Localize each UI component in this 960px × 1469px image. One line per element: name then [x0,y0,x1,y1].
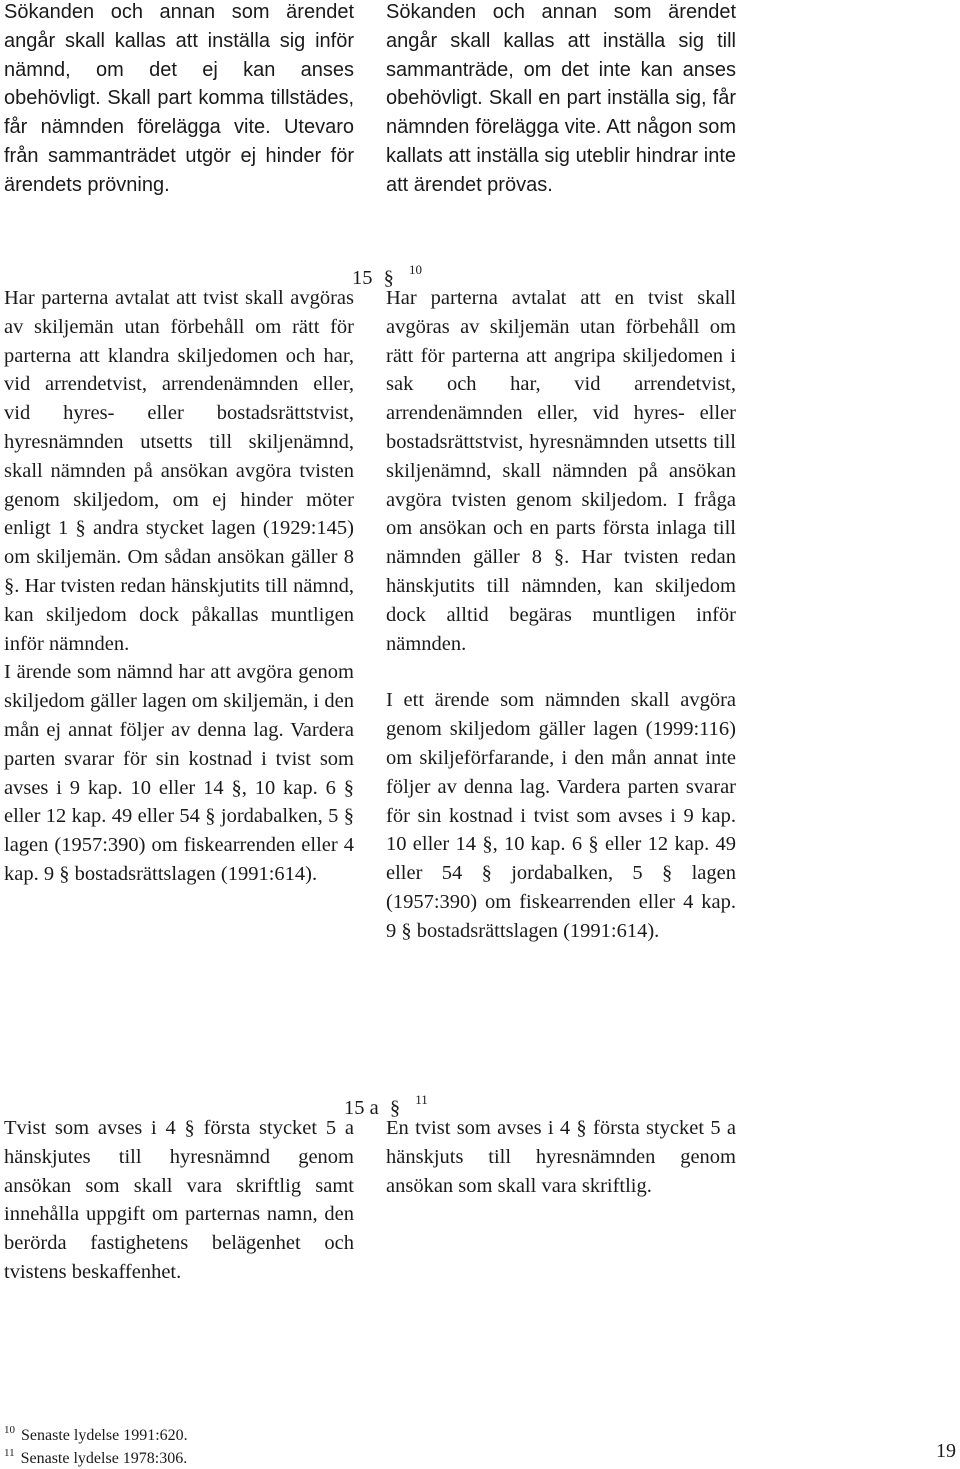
section-15-new-p2: I ett ärende som nämnden skall avgöra genom skiljedom gäller lagen (1999:116) om skiljeförfarande, i den mån annat inte följer av denna lag. Vardera parten svarar för sin kostnad i tvist som avses i 9 kap. 10 eller 14 §, 10 kap. 6 § eller 12 kap. 49 eller 54 § jordabalken, 5 § lagen (1957:390) om fiskearrenden eller 4 kap. 9 § bostadsrättslagen (1991:614). [386,689,736,942]
section-15a-new-text [386,1114,736,1200]
section-sign: § [383,267,394,289]
paragraph-old-summons [4,0,354,200]
section-15-new-p1: Har parterna avtalat att en tvist skall avgöras av skiljemän utan förbehåll om rätt för parterna att angripa skiljedomen i sak och har, vid arrendetvist, arrendenämnden eller, vid hyres- eller bostadsrättstvist, hyresnämnden utsetts till skiljenämnd, skall nämnden på ansökan avgöra tvisten genom skiljedom. I fråga om ansökan och en parts första inlaga till nämnden gäller 8 §. Har tvisten redan hänskjutits till nämnden, kan skiljedom dock alltid begäras muntligen inför nämnden. [386,287,736,655]
section-number: 15 a [344,1097,379,1119]
footnote-number: 10 [4,1424,15,1436]
page-number: 19 [936,1440,956,1462]
section-sign: § [389,1097,401,1119]
footnote-text: Senaste lydelse 1991:620. [21,1427,188,1444]
old-summons-text: Sökanden och annan som ärendet angår skall kallas att inställa sig inför nämnd, om det ej kan anses obehövligt. Skall part komma tillstädes, får nämnden förelägga vite. Utevaro från sammanträdet utgör ej hinder för ärendets prövning. [4,1,354,196]
section-15a-old-p: Tvist som avses i 4 § första stycket 5 a hänskjutes till hyresnämnd genom ansökan som skall vara skriftlig samt innehålla uppgift om parternas namn, den berörda fastighetens belägenhet och tvistens beskaffenhet. [4,1117,354,1283]
footnote-11 [4,1443,187,1469]
section-15-old-p1: Har parterna avtalat att tvist skall avgöras av skiljemän utan förbehåll om rätt för parterna att klandra skiljedomen och har, vid arrendetvist, arrendenämnden eller, vid hyres- eller bostadsrättstvist, hyresnämnden utsetts till skiljenämnd, skall nämnden på ansökan avgöra tvisten genom skiljedom, om ej hinder möter enligt 1 § andra stycket lagen (1929:145) om skiljemän. Om sådan ansökan gäller 8 §. Har tvisten redan hänskjutits till nämnd, kan skiljedom dock påkallas muntligen inför nämnden. [4,287,354,655]
new-summons-text: Sökanden och annan som ärendet angår skall kallas att inställa sig till sammanträde, om det inte kan anses obehövligt. Skall en part inställa sig, får nämnden förelägga vite. Att någon som kallats att inställa sig uteblir hindrar inte att ärendet prövas. [386,1,736,196]
section-15-old-p2: I ärende som nämnd har att avgöra genom skiljedom gäller lagen om skiljemän, i den mån ej annat följer av denna lag. Vardera parten svarar för sin kostnad i tvist som avses i 9 kap. 10 eller 14 §, 10 kap. 6 § eller 12 kap. 49 eller 54 § jordabalken, 5 § lagen (1957:390) om fiskearrenden eller 4 kap. 9 § bostadsrättslagen (1991:614). [4,661,354,885]
section-15-new-text [386,284,736,946]
footnote-number: 11 [4,1447,15,1459]
footnote-text: Senaste lydelse 1978:306. [20,1450,188,1467]
footnote-ref: 11 [415,1092,428,1107]
paragraph-new-summons [386,0,736,200]
section-15-old-text [4,284,354,889]
footnote-ref: 10 [409,262,422,277]
section-15a-old-text [4,1114,354,1287]
section-number: 15 [352,267,373,289]
section-15a-new-p: En tvist som avses i 4 § första stycket 5 a hänskjuts till hyresnämnden genom ansökan som skall vara skriftlig. [386,1117,736,1197]
